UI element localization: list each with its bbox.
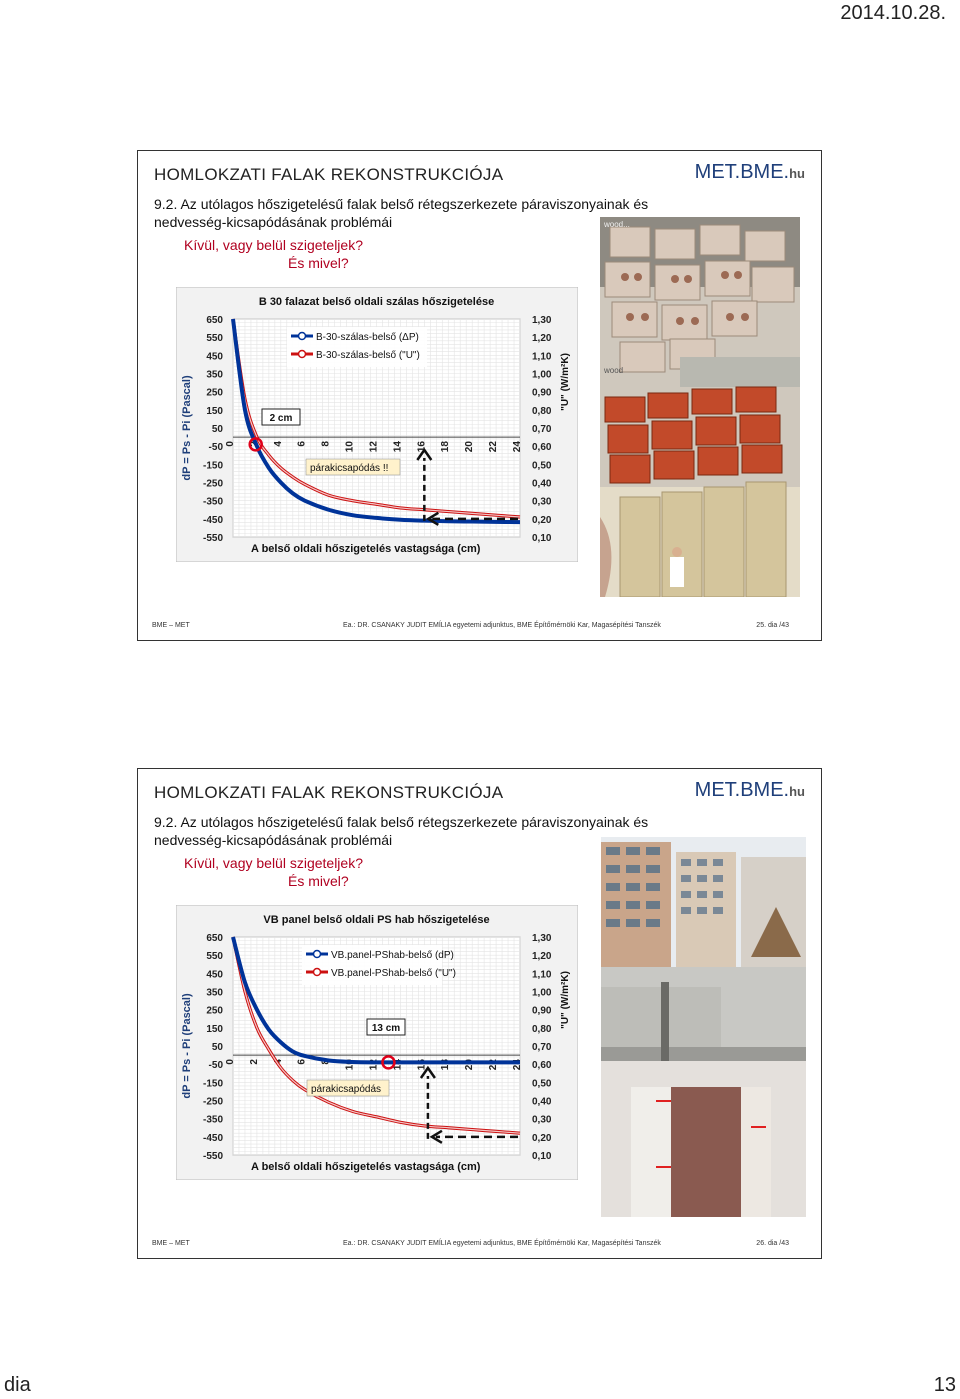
y-tick-label: 250 xyxy=(206,1005,223,1017)
condensation-note: párakicsapódás !! xyxy=(310,463,389,474)
legend-marker-dp xyxy=(314,951,321,958)
slide-heading: 9.2. Az utólagos hőszigetelésű falak belső rétegszerkezete páraviszonyainak és nedvesség-kicsapódásának problémái xyxy=(154,196,649,230)
x-tick-label: 24 xyxy=(512,1059,523,1071)
x-tick-label: 14 xyxy=(392,441,404,453)
y-tick-label: -250 xyxy=(202,478,223,490)
y-tick-label: 550 xyxy=(206,333,223,345)
x-tick-label: 12 xyxy=(368,1059,380,1071)
y-tick-label: -150 xyxy=(202,460,223,472)
y2-tick-label: 1,10 xyxy=(532,351,552,363)
y2-tick-label: 0,80 xyxy=(532,405,552,417)
slide-title: HOMLOKZATI FALAK REKONSTRUKCIÓJA xyxy=(154,783,504,802)
y-tick-label: 550 xyxy=(206,951,223,963)
y2-tick-label: 1,20 xyxy=(532,951,552,963)
legend-marker-u xyxy=(299,351,306,358)
legend-marker-u xyxy=(314,969,321,976)
y-tick-label: -550 xyxy=(202,533,223,544)
x-tick-label: 8 xyxy=(320,441,332,447)
slide-footer: BME – MET Ea.: DR. CSANAKY JUDIT EMÍLIA egyetemi adjunktus, BME Építőmérnöki Kar, Magasépítési Tanszék 25. dia /43 xyxy=(152,622,789,629)
y2-tick-label: 0,60 xyxy=(532,1060,552,1072)
thickness-label: 2 cm xyxy=(269,413,293,424)
question-where: Kívül, vagy belül szigeteljek? xyxy=(184,237,363,253)
y2-tick-label: 1,20 xyxy=(532,333,552,345)
y-tick-label: -150 xyxy=(202,1078,223,1090)
x-tick-label: 0 xyxy=(225,1059,236,1065)
y-tick-label: -250 xyxy=(202,1096,223,1108)
y-tick-label: -450 xyxy=(202,514,223,526)
y-tick-label: 250 xyxy=(206,387,223,399)
slide-26 xyxy=(137,768,822,1259)
y2-tick-label: 0,40 xyxy=(532,478,552,490)
x-tick-label: 2 xyxy=(248,1059,260,1065)
y2-tick-label: 0,70 xyxy=(532,1042,552,1053)
y2-tick-label: 0,20 xyxy=(532,1132,552,1144)
brick-stack-photo xyxy=(600,217,800,597)
x-tick-label: 4 xyxy=(272,1059,284,1065)
y-tick-label: 450 xyxy=(206,351,223,363)
page-date: 2014.10.28. xyxy=(840,2,946,24)
y2-tick-label: 0,60 xyxy=(532,442,552,454)
legend-marker-dp xyxy=(299,333,306,340)
x-tick-label: 22 xyxy=(488,441,500,453)
chart-legend xyxy=(302,945,456,985)
y-tick-label: 150 xyxy=(206,1023,223,1035)
legend-label-u: B-30-szálas-belső ("U") xyxy=(316,350,420,361)
y2-tick-label: 0,50 xyxy=(532,1078,552,1090)
x-tick-label: 0 xyxy=(225,441,236,447)
x-tick-label: 20 xyxy=(464,1059,476,1071)
chart-legend xyxy=(287,327,427,367)
y-axis-label: dP = Ps - Pi (Pascal) xyxy=(181,375,193,481)
page-footer-label: dia xyxy=(4,1374,31,1396)
y-tick-label: 450 xyxy=(206,969,223,981)
y-tick-label: -550 xyxy=(202,1151,223,1162)
question-with-what: És mivel? xyxy=(288,255,349,271)
y-tick-label: 650 xyxy=(206,933,223,944)
insulation-chart xyxy=(176,287,578,562)
photo-caption-mid: wood xyxy=(604,366,624,375)
y2-tick-label: 1,30 xyxy=(532,933,552,944)
y2-tick-label: 0,90 xyxy=(532,387,552,399)
y-tick-label: 50 xyxy=(211,424,223,435)
y-tick-label: -50 xyxy=(208,1060,223,1072)
y-tick-label: 50 xyxy=(211,1042,223,1053)
x-tick-label: 20 xyxy=(464,441,476,453)
y2-tick-label: 0,90 xyxy=(532,1005,552,1017)
x-tick-label: 6 xyxy=(296,441,308,447)
thickness-label: 13 cm xyxy=(371,1023,401,1034)
y2-tick-label: 0,30 xyxy=(532,496,552,508)
y-tick-label: -450 xyxy=(202,1132,223,1144)
y2-axis-label: "U" (W/m²K) xyxy=(560,971,571,1029)
legend-label-u: VB.panel-PShab-belső ("U") xyxy=(331,968,456,979)
slide-heading: 9.2. Az utólagos hőszigetelésű falak belső rétegszerkezete páraviszonyainak és nedvesség-kicsapódásának problémái xyxy=(154,814,649,848)
photo-caption-top: wood... xyxy=(604,220,630,229)
y2-tick-label: 1,00 xyxy=(532,987,552,999)
x-tick-label: 8 xyxy=(320,1059,332,1065)
y2-tick-label: 0,20 xyxy=(532,514,552,526)
x-tick-label: 16 xyxy=(416,441,428,453)
x-axis-label: A belső oldali hőszigetelés vastagsága (cm) xyxy=(251,1161,481,1173)
x-tick-label: 14 xyxy=(392,1059,404,1071)
y2-axis-label: "U" (W/m²K) xyxy=(560,353,571,411)
x-tick-label: 24 xyxy=(512,441,523,453)
y2-tick-label: 0,30 xyxy=(532,1114,552,1126)
y2-tick-label: 0,10 xyxy=(532,533,552,544)
x-tick-label: 10 xyxy=(344,1059,356,1071)
x-tick-label: 2 xyxy=(248,441,260,447)
y-tick-label: -350 xyxy=(202,496,223,508)
x-axis-label: A belső oldali hőszigetelés vastagsága (cm) xyxy=(251,543,481,555)
slide-title: HOMLOKZATI FALAK REKONSTRUKCIÓJA xyxy=(154,165,504,184)
x-tick-label: 6 xyxy=(296,1059,308,1065)
legend-label-dp: B-30-szálas-belső (ΔP) xyxy=(316,332,419,343)
y2-tick-label: 0,50 xyxy=(532,460,552,472)
page-footer-number: 13 xyxy=(933,1374,956,1396)
y-tick-label: -350 xyxy=(202,1114,223,1126)
question-with-what: És mivel? xyxy=(288,873,349,889)
y2-tick-label: 0,40 xyxy=(532,1096,552,1108)
x-tick-label: 4 xyxy=(272,441,284,447)
y-tick-label: 350 xyxy=(206,369,223,381)
chart-title: VB panel belső oldali PS hab hőszigetelése xyxy=(263,914,490,926)
y-tick-label: 350 xyxy=(206,987,223,999)
x-tick-label: 18 xyxy=(440,1059,452,1071)
y2-tick-label: 1,10 xyxy=(532,969,552,981)
x-tick-label: 18 xyxy=(440,441,452,453)
y2-tick-label: 1,00 xyxy=(532,369,552,381)
x-tick-label: 22 xyxy=(488,1059,500,1071)
slide-footer: BME – MET Ea.: DR. CSANAKY JUDIT EMÍLIA egyetemi adjunktus, BME Építőmérnöki Kar, Magasépítési Tanszék 26. dia /43 xyxy=(152,1240,789,1247)
y2-tick-label: 0,80 xyxy=(532,1023,552,1035)
y-tick-label: 150 xyxy=(206,405,223,417)
y-tick-label: 650 xyxy=(206,315,223,326)
brand-logo: MET.BME.hu xyxy=(694,779,805,801)
y2-tick-label: 1,30 xyxy=(532,315,552,326)
x-tick-label: 10 xyxy=(344,441,356,453)
y-axis-label: dP = Ps - Pi (Pascal) xyxy=(181,993,193,1099)
y2-tick-label: 0,10 xyxy=(532,1151,552,1162)
panel-building-photo xyxy=(601,837,806,1217)
brand-logo: MET.BME.hu xyxy=(694,161,805,183)
x-tick-label: 16 xyxy=(416,1059,428,1071)
x-tick-label: 12 xyxy=(368,441,380,453)
y-tick-label: -50 xyxy=(208,442,223,454)
slide-25 xyxy=(137,150,822,641)
insulation-chart xyxy=(176,905,578,1180)
chart-title: B 30 falazat belső oldali szálas hőszigetelése xyxy=(258,296,495,308)
legend-label-dp: VB.panel-PShab-belső (dP) xyxy=(331,950,454,961)
question-where: Kívül, vagy belül szigeteljek? xyxy=(184,855,363,871)
condensation-note: párakicsapódás xyxy=(311,1084,382,1095)
y2-tick-label: 0,70 xyxy=(532,424,552,435)
